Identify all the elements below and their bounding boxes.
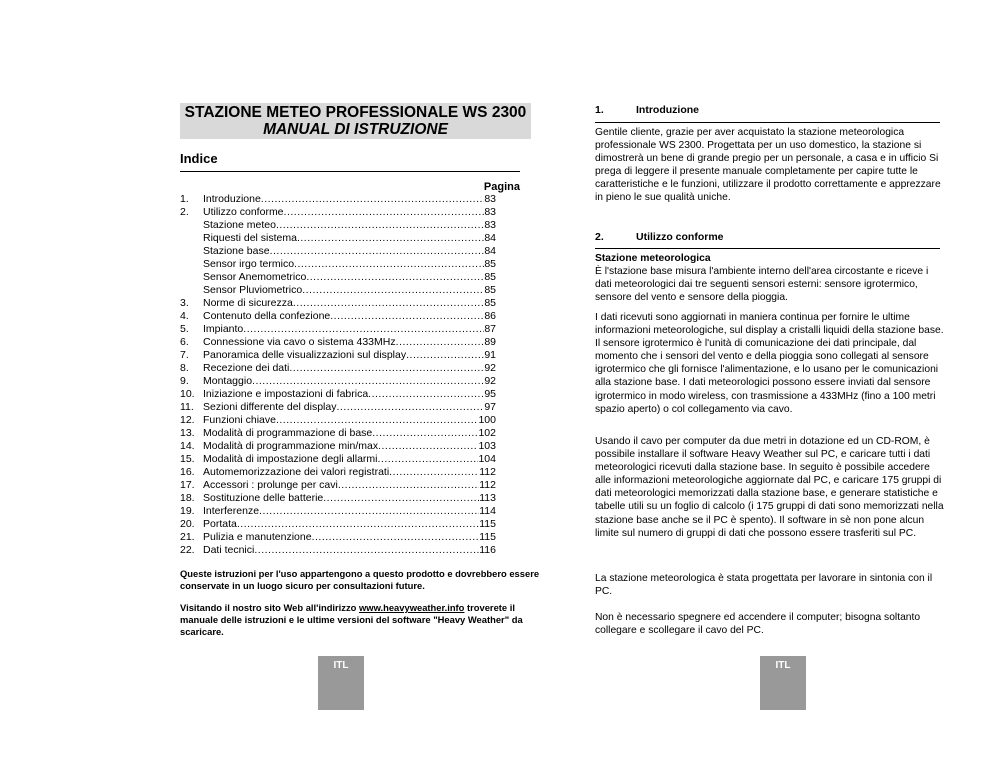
toc-dot-leader [389,466,479,479]
toc-row [180,271,496,284]
toc-label: Recezione dei dati [203,362,290,374]
toc-dot-leader [396,336,485,349]
toc-number [180,232,203,245]
toc-number: 16. [180,466,195,478]
toc-row [180,375,496,388]
subsection-title: Stazione meteorologica [595,253,711,264]
toc-row [180,492,496,505]
toc-label: Sensor Anemometrico [203,271,307,283]
toc-page: 112 [479,466,496,478]
toc-label: Modalità di programmazione min/max [203,440,379,452]
toc-row [180,505,496,518]
toc-page: 115 [479,518,496,530]
toc-number: 19. [180,505,195,517]
toc-page: 104 [478,453,496,465]
index-heading: Indice [180,151,218,166]
toc-page: 83 [484,206,496,218]
toc-label: Panoramica delle visualizzazioni sul display [203,349,407,361]
toc-page: 83 [484,193,496,205]
toc-row [180,323,496,336]
paragraph-4: La stazione meteorologica è stata progettata per lavorare in sintonia con il PC. [595,573,933,598]
toc-page: 85 [484,284,496,296]
toc-dot-leader [368,388,484,401]
toc-page: 85 [484,271,496,283]
toc-row [180,336,496,349]
toc-label: Stazione meteo [203,219,276,231]
toc-label: Stazione base [203,245,270,257]
toc-row [180,440,496,453]
toc-number: 9. [180,375,189,387]
manual-title: STAZIONE METEO PROFESSIONALE WS 2300 [184,104,527,121]
section-2-divider [595,248,940,249]
toc-label: Connessione via cavo o sistema 433MHz [203,336,396,348]
toc-page: 95 [484,388,496,400]
toc-dot-leader [372,427,478,440]
website-note-before: Visitando il nostro sito Web all'indirizzo [180,602,359,613]
toc-dot-leader [289,362,484,375]
toc-dot-leader [259,505,479,518]
toc-number: 10. [180,388,195,400]
toc-row [180,401,496,414]
toc-page: 114 [479,505,496,517]
toc-page: 87 [484,323,496,335]
paragraph-2: I dati ricevuti sono aggiornati in maniera continua per fornire le ultime informazioni meteorologiche, sul display a cristalli liquidi della stazione base. Il sensore igrotermico è l'unità di comunicazione dei dati principale, dal momento che i sensori del vento e della pioggia sono collegati al sensore igrotermico che gli fornisce l'alimentazione, e lo usano per le comunicazioni alla stazione base. I dati meteorologici possono essere inviati dal sensore igrotermico in modo wireless, con trasmissione a 433MHz (fino a 100 metri spazio aperto) o col collegamento via cavo. [595,312,944,415]
toc-number: 8. [180,362,189,374]
toc-page: 91 [484,349,496,361]
paragraph-3: Usando il cavo per computer da due metri in dotazione ed un CD-ROM, è possibile installare il software Heavy Weather sul PC, e caricare tutti i dati meteorologici ricevuti dalla stazione base. In seguito è possibile accedere alle informazioni meteorologiche aggiornate dal PC, e caricare 175 gruppi di dati meteorologici memorizzati dalla stazione base, e generare statistiche e tabelle utili su un foglio di calcolo (i 175 gruppi di dati sono memorizzati nella stazione base anche se il PC è spento). Il software in sè non pone alcun limite sul numero di gruppi di dati che possono essere trasferiti sul PC. [595,436,944,539]
right-footer-tab: ITL [760,656,806,710]
toc-row [180,466,496,479]
toc-dot-leader [261,193,485,206]
toc-page: 112 [479,479,496,491]
paragraph-1: È l'stazione base misura l'ambiente interno dell'area circostante e riceve i dati meteorologici dai tre seguenti sensori esterni: sensore igrotermico, sensore del vento e sensore della pioggia. [595,266,929,304]
toc-number [180,219,203,232]
toc-number: 14. [180,440,195,452]
toc-row [180,310,496,323]
toc-page: 116 [479,544,496,556]
toc-row [180,427,496,440]
toc-number: 13. [180,427,195,439]
toc-label: Impianto [203,323,244,335]
toc-page: 85 [484,258,496,270]
toc-dot-leader [237,518,479,531]
toc-label: Funzioni chiave [203,414,276,426]
toc-label: Automemorizzazione dei valori registrati [203,466,390,478]
toc-row [180,349,496,362]
toc-page: 115 [479,531,496,543]
manual-subtitle: MANUAL DI ISTRUZIONE [263,121,448,138]
toc-dot-leader [306,271,484,284]
toc-page: 86 [484,310,496,322]
toc-label: Contenuto della confezione [203,310,331,322]
website-link[interactable]: www.heavyweather.info [358,602,465,613]
toc-label: Modalità di impostazione degli allarmi [203,453,378,465]
toc-row [180,531,496,544]
paragraph-5: Non è necessario spegnere ed accendere il computer; bisogna soltanto collegare e scollegare il cavo del PC. [595,612,921,637]
toc-number: 6. [180,336,189,348]
toc-dot-leader [294,258,484,271]
toc-page: 100 [478,414,496,426]
toc-label: Norme di sicurezza [203,297,293,309]
section-1-title: Introduzione [636,104,699,116]
toc-dot-leader [276,414,479,427]
toc-dot-leader [338,479,479,492]
section-1-number: 1. [595,104,604,116]
toc-page: 97 [484,401,496,413]
website-note [180,602,540,638]
toc-dot-leader [254,544,479,557]
toc-row [180,232,496,245]
toc-row [180,518,496,531]
toc-dot-leader [270,245,485,258]
section-1-heading [595,104,699,116]
toc-label: Sensor Pluviometrico [203,284,303,296]
toc-dot-leader [297,232,484,245]
section-2-title: Utilizzo conforme [636,231,724,243]
toc-number: 21. [180,531,195,543]
toc-page: 102 [478,427,496,439]
toc-dot-leader [378,453,479,466]
toc-label: Sensor irgo termico [203,258,295,270]
toc-page: 103 [478,440,496,452]
toc-number: 5. [180,323,189,335]
toc-row [180,193,496,206]
toc-number [180,284,203,297]
toc-dot-leader [336,401,484,414]
toc-row [180,258,496,271]
toc-label: Pulizia e manutenzione [203,531,312,543]
toc-dot-leader [312,531,480,544]
toc-dot-leader [252,375,484,388]
toc-row [180,388,496,401]
toc-label: Modalità di programmazione di base [203,427,373,439]
toc-dot-leader [284,206,485,219]
toc-label: Montaggio [203,375,253,387]
toc-label: Interferenze [203,505,260,517]
toc-row [180,414,496,427]
toc-number [180,271,203,284]
toc-page: 84 [484,232,496,244]
toc-page: 83 [484,219,496,231]
toc-label: Accessori : prolunge per cavi [203,479,338,491]
toc-row [180,479,496,492]
toc-label: Iniziazione e impostazioni di fabrica [203,388,369,400]
manual-title-box [180,103,531,139]
toc-number: 11. [180,401,194,413]
toc-page: 89 [484,336,496,348]
conservation-note: Queste istruzioni per l'uso appartengono a questo prodotto e dovrebbero essere conservate in un luogo sicuro per consultazioni future. [180,568,540,591]
toc-row [180,219,496,232]
toc-number: 2. [180,206,189,218]
toc-number: 12. [180,414,195,426]
toc-dot-leader [243,323,484,336]
toc-number: 18. [180,492,195,504]
toc-number: 15. [180,453,195,465]
toc-label: Dati tecnici [203,544,255,556]
left-footer-tab: ITL [318,656,364,710]
toc-number: 3. [180,297,189,309]
toc-dot-leader [378,440,478,453]
toc-row [180,453,496,466]
toc-dot-leader [276,219,484,232]
section-2-number: 2. [595,231,604,243]
toc-label: Sostituzione delle batterie [203,492,324,504]
toc-row [180,245,496,258]
toc-number: 22. [180,544,195,556]
toc-number [180,245,203,258]
index-divider [180,171,520,172]
toc-page: 113 [479,492,496,504]
toc-row [180,297,496,310]
toc-label: Utilizzo conforme [203,206,284,218]
toc-dot-leader [406,349,484,362]
toc-number: 20. [180,518,195,530]
toc-dot-leader [293,297,484,310]
toc-dot-leader [330,310,484,323]
table-of-contents [180,193,496,557]
toc-page: 84 [484,245,496,257]
toc-page: 85 [484,297,496,309]
toc-row [180,362,496,375]
toc-number: 17. [180,479,195,491]
toc-number: 4. [180,310,189,322]
toc-page: 92 [484,375,496,387]
section-1-text: Gentile cliente, grazie per aver acquistato la stazione meteorologica professionale WS 2300. Progettata per un uso domestico, la stazione si dimostrerà un bene di grande pregio per un personale, a casa e in ufficio Si prega di leggere il presente manuale completamente per capire tutte le caratteristiche e le funzioni, utilizzare il prodotto correttamente e apprezzare in pieno le sue qualità uniche. [595,127,941,204]
toc-number: 7. [180,349,189,361]
toc-page: 92 [484,362,496,374]
toc-label: Riquesti del sistema [203,232,297,244]
toc-row [180,206,496,219]
section-1-divider [595,122,940,123]
toc-number: 1. [180,193,189,205]
toc-label: Sezioni differente del display [203,401,337,413]
website-note-after: troverete il manuale delle istruzioni e le ultime versioni del software "Heavy Weather" da scaricare. [180,602,523,637]
toc-dot-leader [302,284,484,297]
toc-label: Portata [203,518,237,530]
toc-row [180,284,496,297]
toc-label: Introduzione [203,193,261,205]
toc-dot-leader [323,492,479,505]
pagina-label: Pagina [483,181,520,193]
toc-number [180,258,203,271]
toc-row [180,544,496,557]
section-2-heading [595,231,724,243]
